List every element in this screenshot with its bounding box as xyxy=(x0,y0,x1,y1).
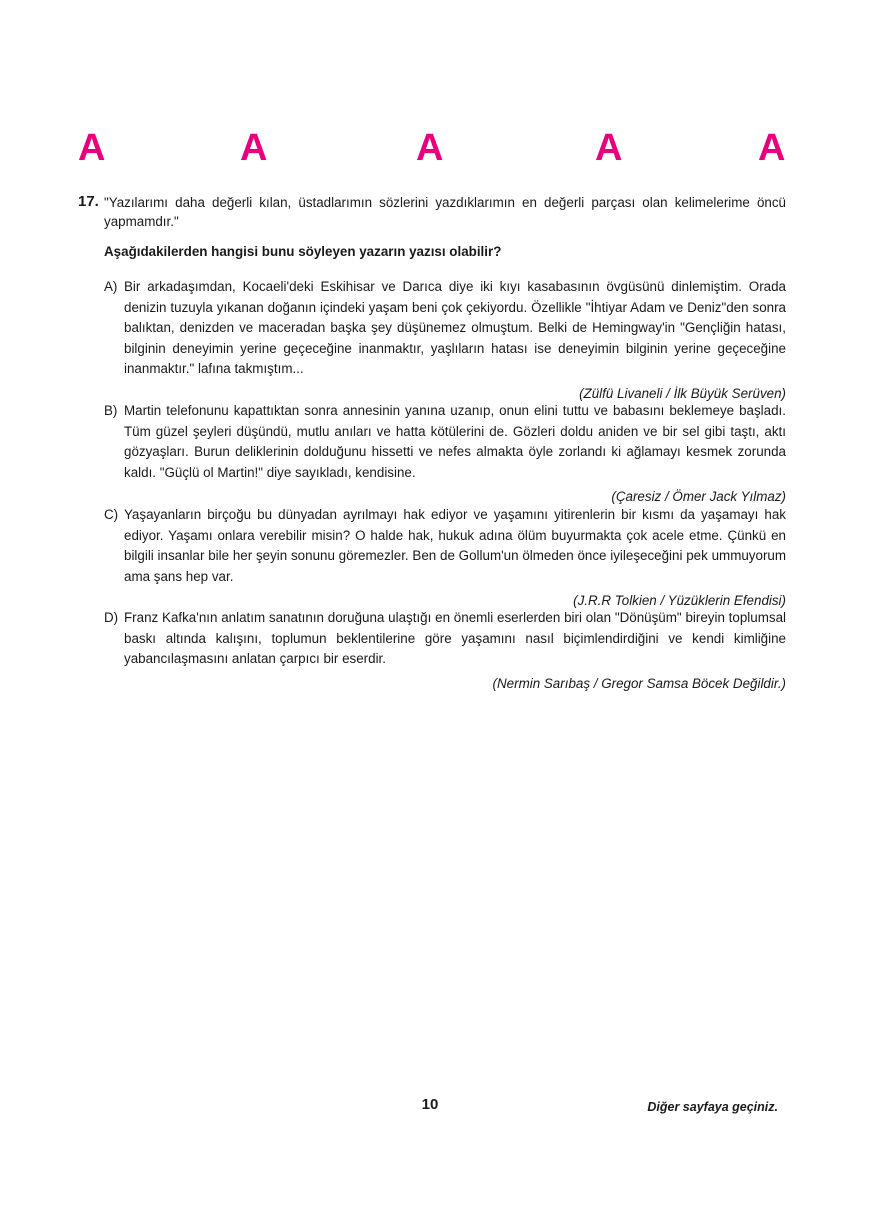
option-letter: A) xyxy=(104,279,118,294)
option-d[interactable] xyxy=(104,608,786,694)
option-text: Franz Kafka'nın anlatım sanatının doruğuna ulaştığı en önemli eserlerden biri olan "Dönüşüm" bireyin toplumsal baskı altında kalışını, toplumun beklentilerine göre yaşamını nasıl biçimlendirdiğini ve kendi kimliğine yabancılaşmasını anlatan çarpıcı bir eserdir. xyxy=(124,610,786,666)
option-text: Yaşayanların birçoğu bu dünyadan ayrılmayı hak ediyor ve yaşamını yitirenlerin bir kısmı da yaşamayı hak ediyor. Yaşamı onlara verebilir misin? O halde hak, hukuk adına ölüm buyurmakta çok acele etme. Çünkü en bilgili insanlar bile her şeyin sonunu göremezler. Ben de Gollum'un ölmeden önce iyileşeceğini pek ummuyorum ama şans hep var. xyxy=(124,507,786,584)
question-prompt: Aşağıdakilerden hangisi bunu söyleyen yazarın yazısı olabilir? xyxy=(104,244,502,259)
booklet-letter-row xyxy=(0,126,880,170)
option-c[interactable] xyxy=(104,505,786,612)
option-b[interactable] xyxy=(104,401,786,508)
option-source: (Çaresiz / Ömer Jack Yılmaz) xyxy=(611,489,786,504)
booklet-letter: A xyxy=(78,127,106,169)
option-text: Bir arkadaşımdan, Kocaeli'deki Eskihisar ve Darıca diye iki kıyı kasabasının övgüsünü dinlemiştim. Orada denizin tuzuyla yıkanan doğanın içindeki yaşam beni çok çekiyordu. Özellikle "İhtiyar Adam ve Deniz"den sonra balıktan, denizden ve maceradan başka şey düşünemez olmuştum. Belki de Hemingway'in "Gençliğin hatası, bilginin deneyimin yerine geçeceğine inanmaktır, yaşlıların hatası ise deneyimin bilginin yerine geçeceğine inanmaktır." lafına takmıştım... xyxy=(124,279,786,376)
option-a[interactable] xyxy=(104,277,786,404)
booklet-letter: A xyxy=(416,127,444,169)
option-source: (J.R.R Tolkien / Yüzüklerin Efendisi) xyxy=(573,593,786,608)
option-text: Martin telefonunu kapattıktan sonra annesinin yanına uzanıp, onun elini tuttu ve babasını beklemeye başladı. Tüm güzel şeyleri düşündü, mutlu anıları ve hatta kötülerini de. Gözleri doldu aniden ve bir sel gibi taştı, aktı gözyaşları. Burun deliklerinin dolduğunu hissetti ve nefes almakta öyle zorlandı ki ağlamayı kesmek zorunda kaldı. "Güçlü ol Martin!" diye sayıkladı, kendisine. xyxy=(124,403,786,480)
next-page-note: Diğer sayfaya geçiniz. xyxy=(647,1100,778,1114)
question-stem: "Yazılarımı daha değerli kılan, üstadlarımın sözlerini yazdıklarımın en değerli parçası olan kelimelerime öncü yapmamdır." xyxy=(104,195,786,229)
booklet-letter: A xyxy=(758,127,786,169)
booklet-letter: A xyxy=(240,127,268,169)
option-letter: D) xyxy=(104,610,119,625)
option-letter: C) xyxy=(104,507,119,522)
question-number: 17. xyxy=(78,193,99,210)
option-letter: B) xyxy=(104,403,118,418)
booklet-letter: A xyxy=(595,127,623,169)
option-source: (Zülfü Livaneli / İlk Büyük Serüven) xyxy=(579,385,786,401)
page-number: 10 xyxy=(421,1096,439,1113)
option-source: (Nermin Sarıbaş / Gregor Samsa Böcek Değildir.) xyxy=(492,675,786,691)
